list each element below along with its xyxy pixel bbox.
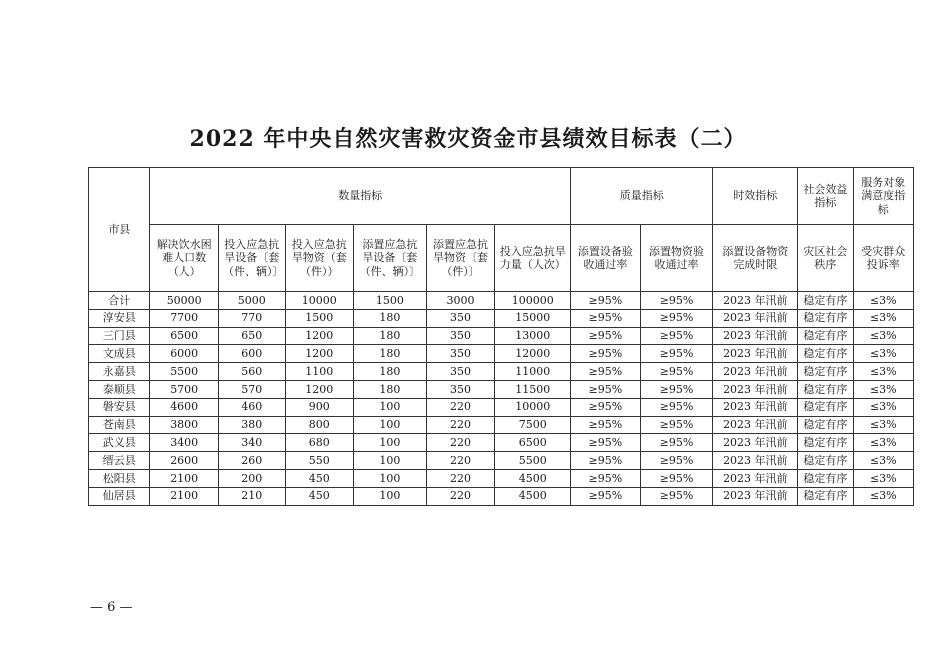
table-cell: 560 — [218, 363, 285, 381]
table-cell: ≤3% — [853, 434, 913, 452]
table-cell: 稳定有序 — [798, 345, 853, 363]
table-cell: 220 — [426, 452, 495, 470]
table-cell: 100 — [354, 452, 427, 470]
subheader-cell — [713, 225, 798, 292]
table-cell: 3800 — [150, 416, 219, 434]
table-cell: 13000 — [495, 327, 571, 345]
table-cell: 11000 — [495, 363, 571, 381]
table-row — [89, 416, 914, 434]
table-cell: 6500 — [495, 434, 571, 452]
table-cell: ≤3% — [853, 309, 913, 327]
table-cell: 7700 — [150, 309, 219, 327]
page-title: 2022 年中央自然灾害救灾资金市县绩效目标表（二） — [189, 126, 747, 152]
group-header-quantity: 数量指标 — [150, 168, 571, 225]
table-cell: 2023 年汛前 — [713, 469, 798, 487]
table-cell: ≥95% — [640, 309, 713, 327]
table-row — [89, 345, 914, 363]
table-cell: 340 — [218, 434, 285, 452]
table-cell: 100 — [354, 434, 427, 452]
table-row — [89, 380, 914, 398]
subheader-cell — [640, 225, 713, 292]
county-name-cell: 合计 — [89, 292, 150, 310]
county-header: 市县 — [89, 168, 150, 292]
table-cell: 1200 — [285, 380, 354, 398]
table-row — [89, 309, 914, 327]
county-name-cell: 缙云县 — [89, 452, 150, 470]
table-cell: 6000 — [150, 345, 219, 363]
table-row — [89, 327, 914, 345]
table-cell: 180 — [354, 309, 427, 327]
table-cell: 稳定有序 — [798, 363, 853, 381]
table-cell: ≥95% — [571, 345, 641, 363]
table-cell: 220 — [426, 398, 495, 416]
table-cell: 2023 年汛前 — [713, 309, 798, 327]
table-row — [89, 452, 914, 470]
table-cell: 5500 — [495, 452, 571, 470]
table-cell: 600 — [218, 345, 285, 363]
table-cell: 15000 — [495, 309, 571, 327]
table-cell: 100 — [354, 398, 427, 416]
subheader-label: 添置设备物资完成时限 — [722, 244, 789, 271]
table-cell: 4600 — [150, 398, 219, 416]
table-cell: 稳定有序 — [798, 434, 853, 452]
table-cell: ≥95% — [571, 292, 641, 310]
page-number: — 6 — — [90, 600, 133, 615]
table-cell: ≤3% — [853, 327, 913, 345]
table-cell: 350 — [426, 380, 495, 398]
table-cell: 1500 — [285, 309, 354, 327]
group-header-quality: 质量指标 — [571, 168, 713, 225]
table-cell: ≥95% — [640, 398, 713, 416]
table-row — [89, 434, 914, 452]
table-cell: 350 — [426, 309, 495, 327]
table-cell: 3000 — [426, 292, 495, 310]
table-cell: 680 — [285, 434, 354, 452]
table-cell: ≤3% — [853, 469, 913, 487]
table-cell: ≤3% — [853, 363, 913, 381]
table-cell: ≤3% — [853, 345, 913, 363]
table-cell: ≤3% — [853, 398, 913, 416]
table-cell: ≤3% — [853, 452, 913, 470]
table-cell: 2023 年汛前 — [713, 416, 798, 434]
table-cell: 10000 — [495, 398, 571, 416]
table-cell: 2023 年汛前 — [713, 487, 798, 505]
table-cell: 2023 年汛前 — [713, 292, 798, 310]
table-cell: 稳定有序 — [798, 309, 853, 327]
county-name-cell: 文成县 — [89, 345, 150, 363]
table-cell: 4500 — [495, 469, 571, 487]
table-cell: ≥95% — [640, 452, 713, 470]
table-cell: ≥95% — [571, 398, 641, 416]
subheader-label: 添置应急抗旱设备〔套（件、辆）〕 — [359, 237, 421, 278]
table-cell: 稳定有序 — [798, 452, 853, 470]
table-cell: 180 — [354, 380, 427, 398]
table-row — [89, 398, 914, 416]
table-cell: ≤3% — [853, 292, 913, 310]
table-cell: ≥95% — [571, 380, 641, 398]
table-cell: 350 — [426, 363, 495, 381]
table-cell: 50000 — [150, 292, 219, 310]
table-cell: ≥95% — [640, 416, 713, 434]
table-cell: 800 — [285, 416, 354, 434]
table-cell: 2023 年汛前 — [713, 398, 798, 416]
table-cell: ≥95% — [571, 363, 641, 381]
table-cell: 5700 — [150, 380, 219, 398]
table-cell: 5000 — [218, 292, 285, 310]
table-cell: ≥95% — [640, 327, 713, 345]
table-cell: 5500 — [150, 363, 219, 381]
table-cell: ≥95% — [640, 292, 713, 310]
table-cell: 180 — [354, 363, 427, 381]
county-name-cell: 永嘉县 — [89, 363, 150, 381]
table-cell: 2023 年汛前 — [713, 434, 798, 452]
table-cell: 550 — [285, 452, 354, 470]
subheader-cell — [354, 225, 427, 292]
subheader-cell — [798, 225, 853, 292]
table-cell: ≥95% — [571, 469, 641, 487]
subheader-label: 解决饮水困难人口数（人） — [156, 237, 212, 278]
table-cell: 100 — [354, 469, 427, 487]
table-cell: 650 — [218, 327, 285, 345]
subheader-label: 添置设备验收通过率 — [577, 244, 633, 271]
table-cell: ≤3% — [853, 487, 913, 505]
group-header-social-benefit — [798, 168, 853, 225]
subheader-label: 灾区社会秩序 — [803, 244, 848, 271]
subheader-label: 受灾群众投诉率 — [861, 244, 906, 271]
table-body — [89, 292, 914, 506]
subheader-label: 添置物资验收通过率 — [649, 244, 704, 271]
group-header-satisfaction-label: 服务对象满意度指标 — [861, 175, 906, 216]
table-cell: 450 — [285, 487, 354, 505]
table-cell: 450 — [285, 469, 354, 487]
table-cell: 1200 — [285, 345, 354, 363]
table-cell: 900 — [285, 398, 354, 416]
table-cell: 350 — [426, 345, 495, 363]
table-cell: 2023 年汛前 — [713, 363, 798, 381]
table-cell: 460 — [218, 398, 285, 416]
table-cell: ≥95% — [571, 487, 641, 505]
table-cell: 7500 — [495, 416, 571, 434]
county-name-cell: 泰顺县 — [89, 380, 150, 398]
table-cell: 稳定有序 — [798, 487, 853, 505]
table-row — [89, 469, 914, 487]
table-cell: ≥95% — [640, 380, 713, 398]
table-cell: 210 — [218, 487, 285, 505]
group-header-satisfaction — [853, 168, 913, 225]
table-cell: 6500 — [150, 327, 219, 345]
subheader-cell — [285, 225, 354, 292]
table-cell: ≥95% — [640, 434, 713, 452]
table-cell: 12000 — [495, 345, 571, 363]
table-cell: 220 — [426, 416, 495, 434]
table-cell: 2100 — [150, 469, 219, 487]
subheader-cell — [571, 225, 641, 292]
performance-target-table — [88, 167, 914, 506]
county-name-cell: 三门县 — [89, 327, 150, 345]
table-cell: 2023 年汛前 — [713, 380, 798, 398]
table-cell: ≥95% — [571, 309, 641, 327]
subheader-cell — [150, 225, 219, 292]
table-cell: 220 — [426, 434, 495, 452]
table-cell: 稳定有序 — [798, 327, 853, 345]
table-cell: 4500 — [495, 487, 571, 505]
table-cell: 2023 年汛前 — [713, 345, 798, 363]
table-cell: 260 — [218, 452, 285, 470]
subheader-cell — [426, 225, 495, 292]
table-cell: 100000 — [495, 292, 571, 310]
table-cell: 1500 — [354, 292, 427, 310]
county-name-cell: 武义县 — [89, 434, 150, 452]
table-cell: 稳定有序 — [798, 398, 853, 416]
county-name-cell: 磐安县 — [89, 398, 150, 416]
table-cell: 稳定有序 — [798, 292, 853, 310]
table-cell: 2023 年汛前 — [713, 327, 798, 345]
table-cell: 380 — [218, 416, 285, 434]
table-cell: 2600 — [150, 452, 219, 470]
table-cell: ≤3% — [853, 416, 913, 434]
county-name-cell: 仙居县 — [89, 487, 150, 505]
table-cell: 180 — [354, 345, 427, 363]
subheader-cell — [495, 225, 571, 292]
county-name-cell: 松阳县 — [89, 469, 150, 487]
table-row — [89, 363, 914, 381]
table-cell: 200 — [218, 469, 285, 487]
subheader-label: 投入应急抗旱设备〔套（件、辆）〕 — [222, 237, 284, 278]
subheader-cell — [218, 225, 285, 292]
table-cell: ≥95% — [640, 469, 713, 487]
total-row — [89, 292, 914, 310]
subheader-cell — [853, 225, 913, 292]
table-cell: 570 — [218, 380, 285, 398]
subheader-label: 添置应急抗旱物资〔套（件）〕 — [433, 237, 489, 278]
subheader-label: 投入应急抗旱物资（套（件）） — [291, 237, 347, 278]
table-cell: ≥95% — [571, 434, 641, 452]
table-cell: 3400 — [150, 434, 219, 452]
table-cell: 稳定有序 — [798, 416, 853, 434]
table-cell: ≥95% — [640, 363, 713, 381]
table-cell: 稳定有序 — [798, 469, 853, 487]
county-name-cell: 苍南县 — [89, 416, 150, 434]
table-cell: 100 — [354, 416, 427, 434]
table-cell: 180 — [354, 327, 427, 345]
subheader-label: 投入应急抗旱力量（人次） — [499, 244, 566, 271]
table-cell: 220 — [426, 487, 495, 505]
table-cell: ≤3% — [853, 380, 913, 398]
table-cell: 350 — [426, 327, 495, 345]
table-cell: ≥95% — [640, 345, 713, 363]
table-cell: 稳定有序 — [798, 380, 853, 398]
table-cell: 2100 — [150, 487, 219, 505]
group-header-timeliness: 时效指标 — [713, 168, 798, 225]
table-cell: ≥95% — [571, 452, 641, 470]
table-cell: 11500 — [495, 380, 571, 398]
table-cell: 100 — [354, 487, 427, 505]
table-cell: 220 — [426, 469, 495, 487]
table-cell: 770 — [218, 309, 285, 327]
table-cell: 2023 年汛前 — [713, 452, 798, 470]
table-cell: 10000 — [285, 292, 354, 310]
subheader-row — [89, 225, 914, 292]
table-cell: 1200 — [285, 327, 354, 345]
county-name-cell: 淳安县 — [89, 309, 150, 327]
table-cell: ≥95% — [640, 487, 713, 505]
table-cell: ≥95% — [571, 327, 641, 345]
table-cell: 1100 — [285, 363, 354, 381]
table-cell: ≥95% — [571, 416, 641, 434]
table-row — [89, 487, 914, 505]
group-header-social-benefit-label: 社会效益指标 — [803, 182, 848, 209]
